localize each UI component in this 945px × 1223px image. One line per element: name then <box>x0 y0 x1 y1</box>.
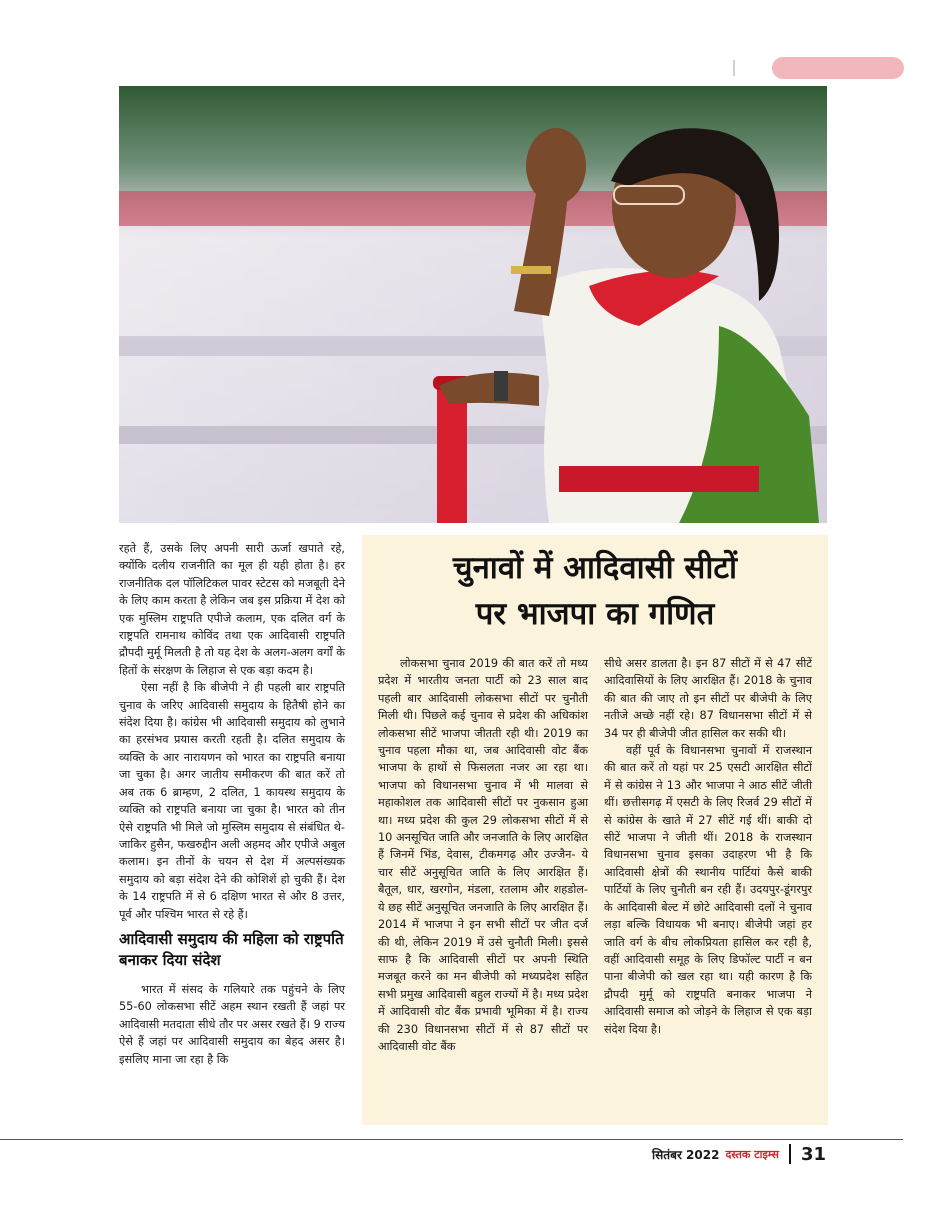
middle-column <box>378 655 588 1055</box>
footer-brand-logo: दस्तक टाइम्स <box>725 1147 779 1161</box>
left-column <box>119 540 345 1068</box>
page-footer <box>652 1143 826 1165</box>
right-paragraph-1: सीधे असर डालता है। इन 87 सीटों में से 47 सीटें आदिवासियों के लिए आरक्षित हैं। 2018 के चुनाव की बात की जाए तो इन सीटों पर बीजेपी के लिए नतीजे अच्छे नहीं रहे। 87 विधानसभा सीटों में से 34 पर ही बीजेपी जीत हासिल कर सकी थी। <box>604 657 812 740</box>
right-column <box>604 655 812 1038</box>
page-header-bar <box>0 0 945 85</box>
photo-illustration <box>119 86 827 523</box>
left-paragraph-2: ऐसा नहीं है कि बीजेपी ने ही पहली बार राष्ट्रपति चुनाव के जरिए आदिवासी समुदाय के हितैषी होने का संदेश दिया है। कांग्रेस भी आदिवासी समुदाय को लुभाने का हरसंभव प्रयास करती रहती है। दलित समुदाय के व्यक्ति के आर नारायणन को भारत का राष्ट्रपति बनाया जा चुका है। अगर जातीय समीकरण की बात करें तो अब तक 6 ब्राम्हण, 2 दलित, 1 कायस्थ समुदाय के व्यक्ति को राष्ट्रपति बनाया जा चुका है। भारत को तीन ऐसे राष्ट्रपति भी मिले जो मुस्लिम समुदाय से संबंधित थे- जाकिर हुसैन, फखरुद्दीन अली अहमद और एपीजे अबुल कलाम। इन तीनों के चयन से देश में अल्पसंख्यक समुदाय को बड़ा संदेश देने की कोशिशें हो चुकी हैं। देश के 14 राष्ट्रपति में से 6 दक्षिण भारत से और 8 उत्तर, पूर्व और पश्चिम भारत से रहे हैं। <box>119 681 345 921</box>
headline-line-1: चुनावों में आदिवासी सीटों <box>452 550 738 586</box>
right-paragraph-2: वहीं पूर्व के विधानसभा चुनावों में राजस्थान की बात करें तो यहां पर 25 एसटी आरक्षित सीटों में से कांग्रेस ने 13 और भाजपा ने आठ सीटें जीती थीं। छत्तीसगढ़ में एसटी के लिए रिजर्व 29 सीटों में से कांग्रेस के खाते में 27 सीटें गई थीं। बाकी दो सीटें भाजपा ने जीती थीं। 2018 के राजस्थान विधानसभा चुनाव इसका उदाहरण भी है कि आदिवासी क्षेत्रों की स्थानीय पार्टियां कैसे बाकी पार्टियों के लिए चुनौती बन रही हैं। उदयपुर-डूंगरपुर के आदिवासी बेल्ट में छोटे आदिवासी दलों ने चुनाव लड़ा बल्कि विधायक भी बनाए। बीजेपी जहां हर जाति वर्ग के बीच लोकप्रियता हासिल कर रही है, वहीं आदिवासी समूह के लिए डिफॉल्ट पार्टी न बन पाना बीजेपी को खल रहा था। यही कारण है कि द्रौपदी मुर्मू को राष्ट्रपति बनाकर भाजपा ने आदिवासी समाज को जोड़ने के लिहाज से एक बड़ा संदेश दिया है। <box>604 744 812 1036</box>
headline-line-2: पर भाजपा का गणित <box>475 596 715 632</box>
footer-rule <box>0 1139 903 1140</box>
middle-paragraph: लोकसभा चुनाव 2019 की बात करें तो मध्य प्रदेश में भारतीय जनता पार्टी को 23 साल बाद पहली बार आदिवासी लोकसभा सीटों पर चुनौती मिली थी। पिछले कई चुनाव से प्रदेश की अधिकांश लोकसभा सीटें भाजपा जीतती रही थी। 2019 का चुनाव पहला मौका था, जब आदिवासी वोट बैंक भाजपा के हाथों से फिसलता नजर आ रहा था। भाजपा को विधानसभा चुनाव में भी मालवा से महाकोशल तक आदिवासी सीटों पर नुकसान हुआ था। मध्य प्रदेश की कुल 29 लोकसभा सीटों में से 10 अनसूचित जाति और जनजाति के लिए आरक्षित हैं जिनमें भिंड, देवास, टीकमगढ़ और उज्जैन- ये चार सीटें अनुसूचित जाति के लिए आरक्षित हैं। बैतूल, धार, खरगोन, मंडला, रतलाम और शहडोल- ये छह सीटें अनुसूचित जनजाति के लिए आरक्षित हैं। 2014 में भाजपा ने इन सभी सीटों पर जीत दर्ज की थी, लेकिन 2019 में उसे चुनौती मिली। इससे साफ है कि आदिवासी सीटों पर अपनी स्थिति मजबूत करने का मन बीजेपी को मध्यप्रदेश सहित सभी प्रमुख आदिवासी बहुल राज्यों में है। मध्य प्रदेश में आदिवासी वोट बैंक प्रभावी भूमिका में है। राज्य की 230 विधानसभा सीटों में से 87 सीटों पर आदिवासी वोट बैंक <box>378 657 588 1053</box>
left-paragraph-1: रहते हैं, उसके लिए अपनी सारी ऊर्जा खपाते रहे, क्योंकि दलीय राजनीति का मूल ही यही होता है। हर राजनीतिक दल पॉलिटिकल पावर स्टेटस को मजबूती देने के लिए काम करता है लेकिन जब इस प्रक्रिया में देश को एक मुस्लिम राष्ट्रपति एपीजे कलाम, एक दलित वर्ग के राष्ट्रपति रामनाथ कोविंद तथा एक आदिवासी राष्ट्रपति द्रौपदी मुर्मू मिलती है तो यह देश के अलग-अलग वर्गों के हितों के संरक्षण के लिहाज से एक बड़ा कदम है। <box>119 542 345 677</box>
article-headline <box>362 545 828 637</box>
left-paragraph-3: भारत में संसद के गलियारे तक पहुंचने के लिए 55-60 लोकसभा सीटें अहम स्थान रखती हैं जहां पर आदिवासी मतदाता सीधे तौर पर असर रखते हैं। 9 राज्य ऐसे हैं जहां पर आदिवासी समुदाय का बेहद असर है। इसलिए माना जा रहा है कि <box>119 982 345 1066</box>
page-number: 31 <box>800 1143 826 1165</box>
footer-separator <box>789 1144 791 1164</box>
footer-date: सितंबर 2022 <box>652 1147 720 1162</box>
header-divider <box>733 60 735 76</box>
section-subheading: आदिवासी समुदाय की महिला को राष्ट्रपति बनाकर दिया संदेश <box>119 929 344 969</box>
lead-photo <box>119 86 827 523</box>
header-accent-pill <box>772 57 904 79</box>
